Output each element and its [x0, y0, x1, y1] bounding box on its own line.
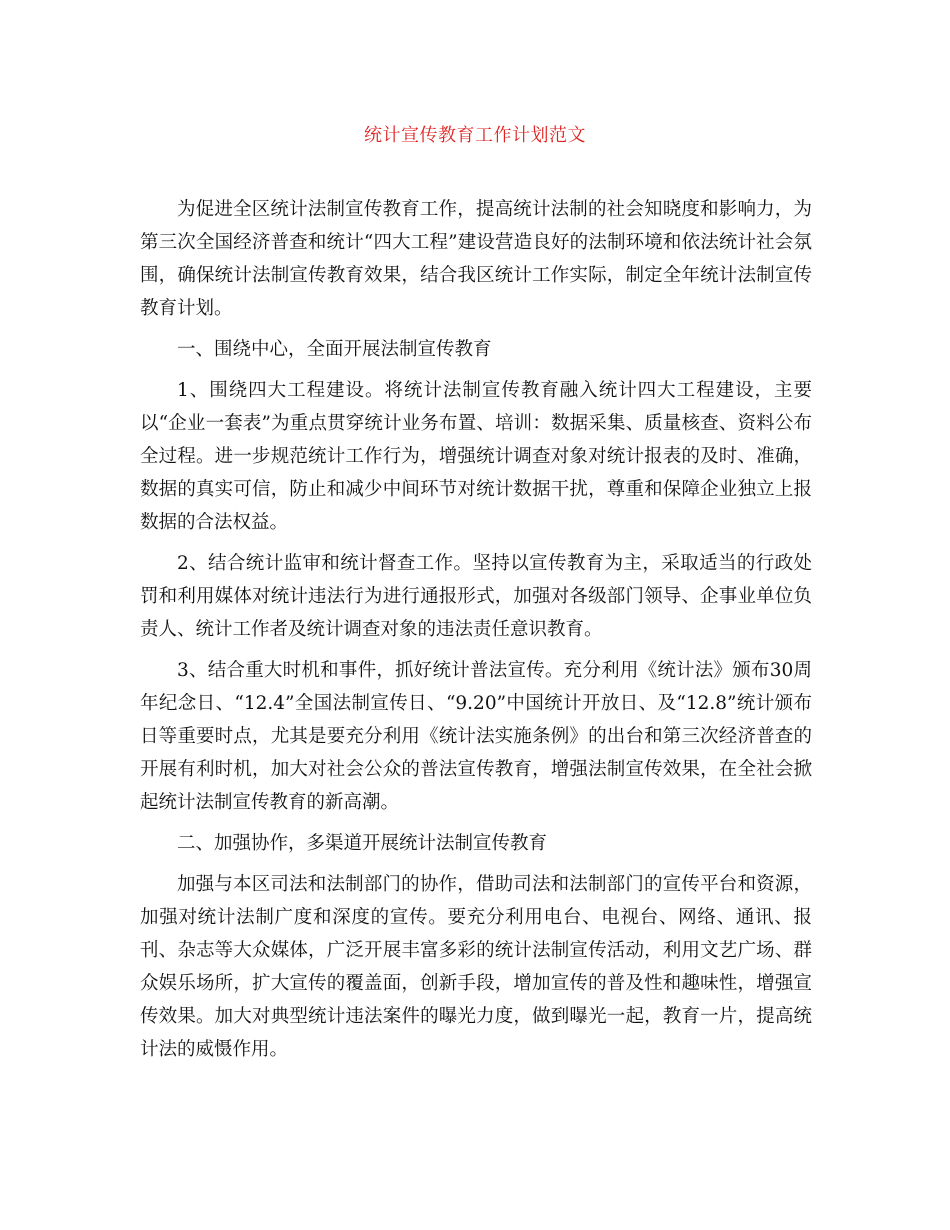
document-body: [140, 193, 812, 1066]
paragraph-item-3: 3、结合重大时机和事件，抓好统计普法宣传。充分利用《统计法》颁布30周年纪念日、“12.4”全国法制宣传日、“9.20”中国统计开放日、及“12.8”统计颁布日等重要时点，尤其是要充分利用《统计法实施条例》的出台和第三次经济普查的开展有利时机，加大对社会公众的普法宣传教育，增强法制宣传效果，在全社会掀起统计法制宣传教育的新高潮。: [140, 660, 812, 813]
section-heading-2: 二、加强协作，多渠道开展统计法制宣传教育: [177, 833, 548, 854]
paragraph-item-2: 2、结合统计监审和统计督查工作。坚持以宣传教育为主，采取适当的行政处罚和利用媒体对统计违法行为进行通报形式，加强对各级部门领导、企事业单位负责人、统计工作者及统计调查对象的违法责任意识教育。: [140, 553, 812, 640]
section-heading-1: 一、围绕中心，全面开展法制宣传教育: [177, 339, 492, 360]
paragraph-collaboration: 加强与本区司法和法制部门的协作，借助司法和法制部门的宣传平台和资源，加强对统计法制广度和深度的宣传。要充分利用电台、电视台、网络、通讯、报刊、杂志等大众媒体，广泛开展丰富多彩的统计法制宣传活动，利用文艺广场、群众娱乐场所，扩大宣传的覆盖面，创新手段，增加宣传的普及性和趣味性，增强宣传效果。加大对典型统计违法案件的曝光力度，做到曝光一起，教育一片，提高统计法的威慑作用。: [140, 874, 812, 1060]
intro-paragraph: 为促进全区统计法制宣传教育工作，提高统计法制的社会知晓度和影响力，为第三次全国经济普查和统计“四大工程”建设营造良好的法制环境和依法统计社会氛围，确保统计法制宣传教育效果，结合我区统计工作实际，制定全年统计法制宣传教育计划。: [140, 199, 812, 319]
paragraph-item-1: 1、围绕四大工程建设。将统计法制宣传教育融入统计四大工程建设，主要以“企业一套表”为重点贯穿统计业务布置、培训：数据采集、质量核查、资料公布全过程。进一步规范统计工作行为，增强统计调查对象对统计报表的及时、准确，数据的真实可信，防止和减少中间环节对统计数据干扰，尊重和保障企业独立上报数据的合法权益。: [140, 380, 812, 533]
document-title: 统计宣传教育工作计划范文: [364, 125, 586, 146]
